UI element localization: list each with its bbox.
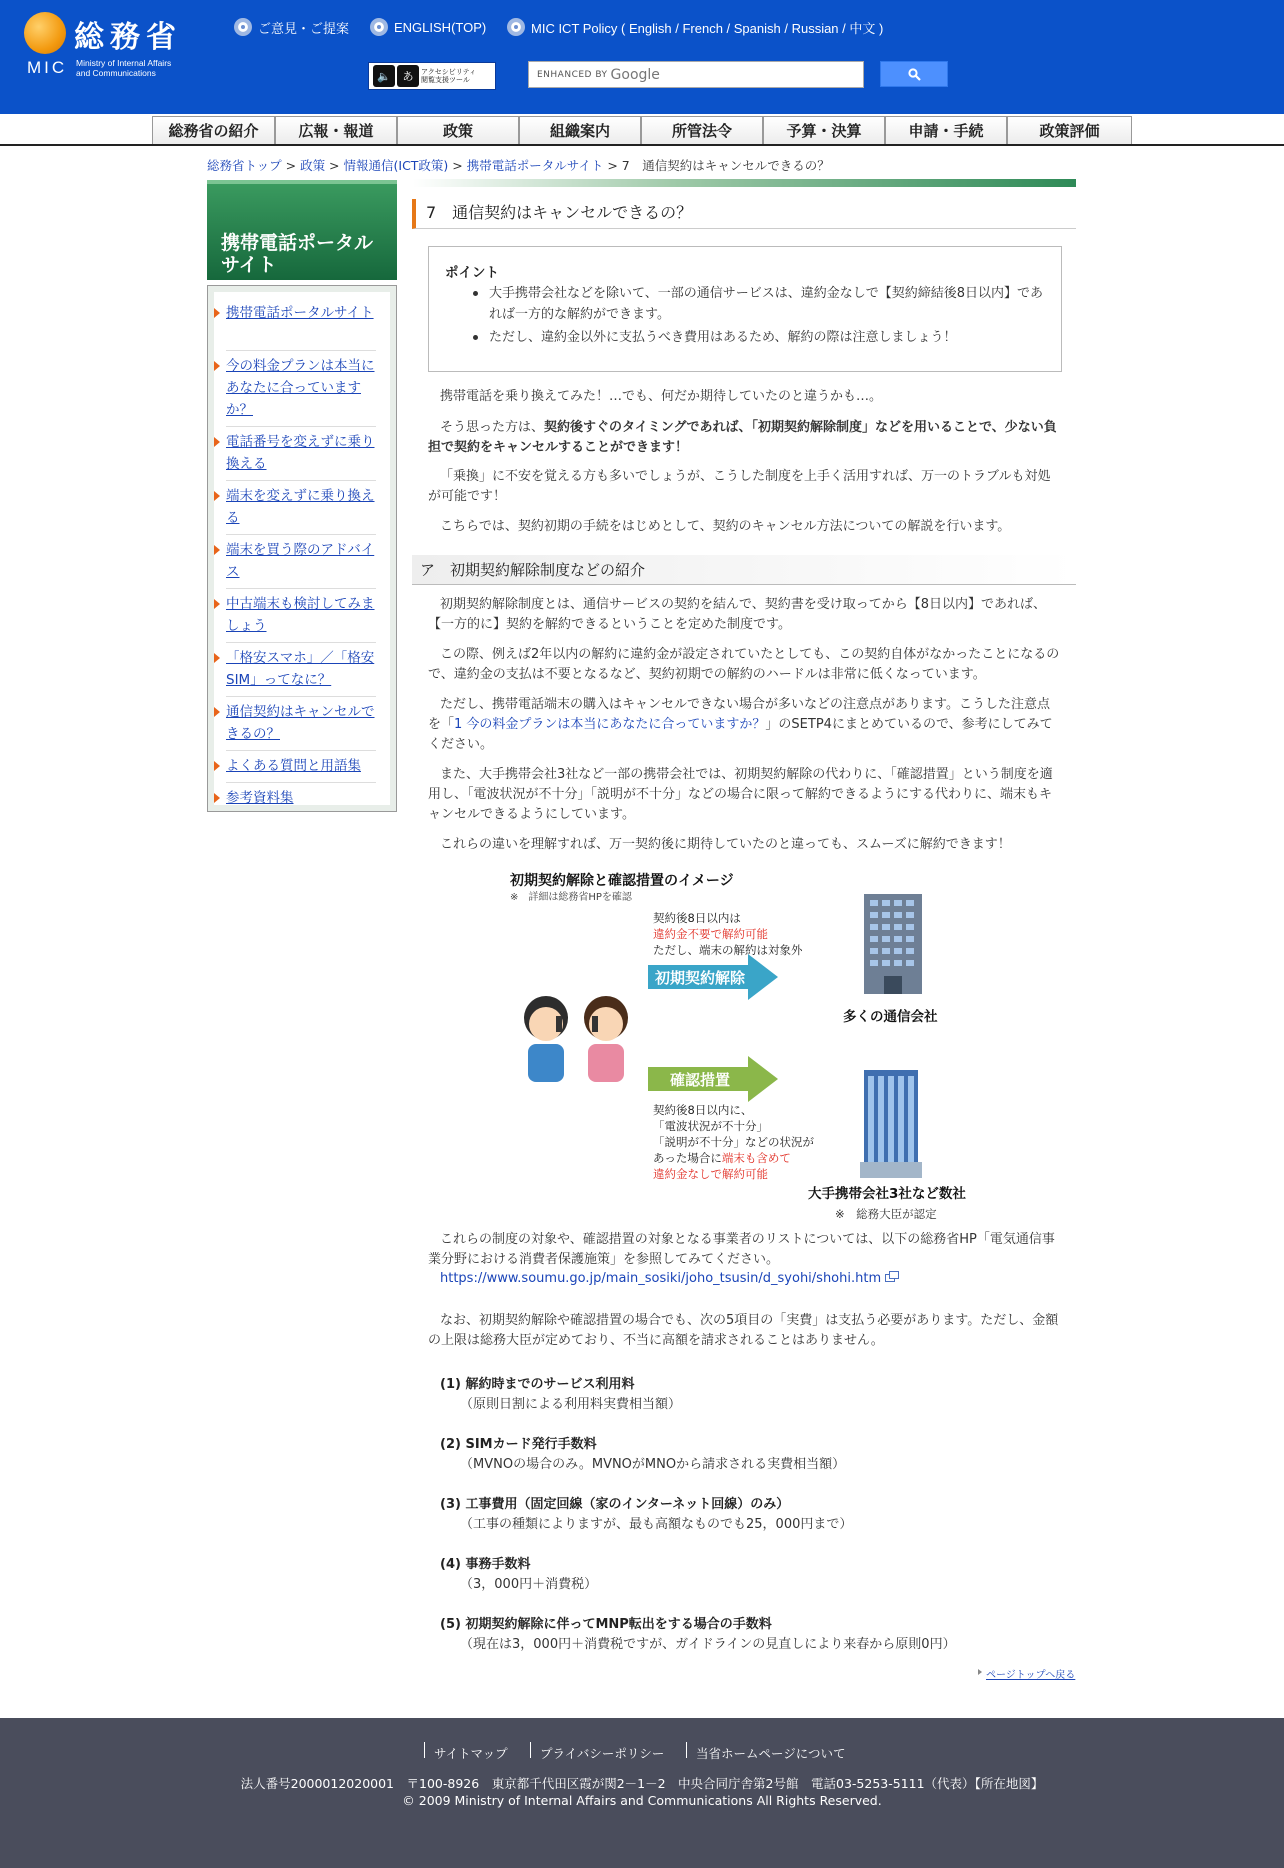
intro-paragraph-3: 「乗換」に不安を覚える方も多いでしょうが、こうした制度を上手く活用すれば、万一のトラブルも対処が可能です！ bbox=[428, 469, 1051, 504]
footer-link-privacy[interactable]: プライバシーポリシー bbox=[540, 1746, 665, 1761]
point-item: 大手携帯会社などを除いて、一部の通信サービスは、違約金なしで【契約締結後8日以内】であれば一方的な解約ができます。 bbox=[489, 283, 1049, 325]
accessibility-a-icon: あ bbox=[397, 65, 419, 87]
sidebar-item-plan[interactable]: 今の料金プランは本当にあなたに合っていますか？ bbox=[226, 355, 376, 421]
office-building-icon bbox=[862, 892, 924, 996]
page-title: 7 通信契約はキャンセルできるの？ bbox=[412, 199, 1076, 229]
arrow-icon bbox=[214, 707, 220, 717]
intro-emphasis: 契約後すぐのタイミングであれば、「初期契約解除制度」などを用いることで、少ない負担で契約をキャンセルすることができます！ bbox=[428, 420, 1057, 455]
logo-subtitle-line2: and Communications bbox=[76, 68, 156, 78]
search-input[interactable] bbox=[528, 61, 864, 88]
radio-circle-icon bbox=[370, 18, 388, 36]
arrow-icon bbox=[214, 361, 220, 371]
breadcrumb: 総務省トップ > 政策 > 情報通信(ICT政策) > 携帯電話ポータルサイト > 7 通信契約はキャンセルできるの？ bbox=[207, 158, 830, 173]
footer-copyright: © 2009 Ministry of Internal Affairs and Communications All Rights Reserved. bbox=[402, 1793, 882, 1808]
sidebar-item-portal[interactable]: 携帯電話ポータルサイト bbox=[226, 302, 376, 324]
accessibility-tool-button[interactable] bbox=[368, 62, 496, 90]
fee-item-note: （現在は3，000円＋消費税ですが、ガイドラインの見直しにより来春から原則0円） bbox=[460, 1637, 956, 1652]
initial-cancel-label: 初期契約解除 bbox=[654, 969, 745, 987]
breadcrumb-link-portal[interactable]: 携帯電話ポータルサイト bbox=[466, 158, 604, 173]
arrow-icon bbox=[214, 793, 220, 803]
sidebar-menu bbox=[207, 285, 397, 812]
section-a-paragraph-4: また、大手携帯会社3社など一部の携帯会社では、初期契約解除の代わりに、「確認措置」という制度を適用し、「電波状況が不十分」「説明が不十分」などの場合に限って解約できるようにする代わりに、端末もキャンセルできるようにしています。 bbox=[428, 767, 1053, 822]
breadcrumb-link-policy[interactable]: 政策 bbox=[300, 158, 326, 173]
nav-organization[interactable]: 組織案内 bbox=[519, 116, 641, 144]
mic-logo-icon[interactable] bbox=[24, 12, 66, 54]
logo-title[interactable]: 総務省 bbox=[74, 20, 182, 55]
radio-english-label[interactable]: ENGLISH(TOP) bbox=[394, 19, 487, 35]
page-top-link[interactable]: ページトップへ戻る bbox=[986, 1670, 1076, 1681]
nav-policy[interactable]: 政策 bbox=[397, 116, 519, 144]
fee-item-title: (3) 工事費用（固定回線（家のインターネット回線）のみ） bbox=[440, 1497, 790, 1512]
fee-item-note: （工事の種類によりますが、最も高額なものでも25，000円まで） bbox=[460, 1517, 853, 1532]
intro-paragraph-1: 携帯電話を乗り換えてみた！…でも、何だか期待していたのと違うかも…。 bbox=[440, 389, 883, 404]
point-box bbox=[428, 246, 1062, 372]
company-label-1: 多くの通信会社 bbox=[843, 1009, 938, 1025]
arrow-icon bbox=[214, 545, 220, 555]
fee-item-title: (5) 初期契約解除に伴ってMNP転出をする場合の手数料 bbox=[440, 1617, 772, 1632]
section-a-paragraph-3: ただし、携帯電話端末の購入はキャンセルできない場合が多いなどの注意点があります。こうした注意点を「1 今の料金プランは本当にあなたに合っていますか？」のSETP4にまとめているので、参考にしてみてください。 bbox=[428, 697, 1053, 752]
logo-subtitle bbox=[76, 58, 171, 78]
search-icon bbox=[908, 68, 921, 81]
plan-page-link[interactable]: 1 今の料金プランは本当にあなたに合っていますか？ bbox=[454, 717, 766, 732]
breadcrumb-link-top[interactable]: 総務省トップ bbox=[207, 158, 282, 173]
nav-about[interactable]: 総務省の紹介 bbox=[152, 116, 275, 144]
fee-item-note: （MVNOの場合のみ。MVNOがMNOから請求される実費相当額） bbox=[460, 1457, 846, 1472]
point-item: ただし、違約金以外に支払うべき費用はあるため、解約の際は注意しましょう！ bbox=[489, 327, 1049, 348]
logo-mic-text[interactable]: MIC bbox=[27, 58, 68, 77]
external-window-icon bbox=[885, 1271, 899, 1282]
sidebar-item-used-device[interactable]: 中古端末も検討してみましょう bbox=[226, 593, 376, 637]
lower-description: 契約後8日以内に、 「電波状況が不十分」 「説明が不十分」などの状況が あった場合に端末も含めて 違約金なしで解約可能 bbox=[653, 1103, 814, 1181]
arrow-icon bbox=[214, 491, 220, 501]
nav-evaluation[interactable]: 政策評価 bbox=[1007, 116, 1132, 144]
arrow-icon bbox=[214, 599, 220, 609]
footer-map-link[interactable]: 所在地図 bbox=[980, 1776, 1031, 1791]
diagram-note: ※ 詳細は総務省HPを確認 bbox=[510, 892, 632, 903]
radio-feedback-label[interactable]: ご意見・ご提案 bbox=[258, 20, 350, 36]
intro-paragraph-2: そう思った方は、契約後すぐのタイミングであれば、「初期契約解除制度」などを用いることで、少ない負担で契約をキャンセルすることができます！ bbox=[428, 420, 1057, 455]
accessibility-line1: アクセシビリティ bbox=[421, 68, 477, 76]
nav-laws[interactable]: 所管法令 bbox=[641, 116, 763, 144]
radio-english[interactable] bbox=[370, 16, 486, 38]
section-heading-a: ア 初期契約解除制度などの紹介 bbox=[412, 555, 1076, 585]
sidebar-item-sim-switch[interactable]: 端末を変えずに乗り換える bbox=[226, 485, 376, 529]
global-nav bbox=[0, 114, 1284, 146]
search-button[interactable] bbox=[880, 61, 948, 87]
footer-address: 法人番号2000012020001 〒100-8926 東京都千代田区霞が関2－1－2 中央合同庁舎第2号館 電話03-5253-5111（代表）【所在地図】 bbox=[240, 1776, 1044, 1791]
list-intro-paragraph: これらの制度の対象や、確認措置の対象となる事業者のリストについては、以下の総務省HP「電気通信事業分野における消費者保護施策」を参照してみてください。 bbox=[428, 1232, 1055, 1267]
approval-note: ※ 総務大臣が認定 bbox=[835, 1207, 937, 1221]
diagram-title: 初期契約解除と確認措置のイメージ bbox=[510, 873, 734, 889]
section-a-paragraph-5: これらの違いを理解すれば、万一契約後に期待していたのと違っても、スムーズに解約できます！ bbox=[440, 837, 1011, 852]
arrow-icon bbox=[214, 308, 220, 318]
company-label-2: 大手携帯会社3社など数社 bbox=[808, 1186, 966, 1202]
logo-subtitle-line1: Ministry of Internal Affairs bbox=[76, 58, 172, 68]
decorative-bar bbox=[413, 179, 1076, 187]
speaker-icon: 🔈 bbox=[373, 65, 395, 87]
fee-item-title: (4) 事務手数料 bbox=[440, 1557, 531, 1572]
people-on-phone-icon bbox=[518, 988, 638, 1084]
sidebar-title: 携帯電話ポータルサイト bbox=[207, 180, 397, 280]
breadcrumb-current: 7 通信契約はキャンセルできるの？ bbox=[621, 158, 830, 173]
nav-budget[interactable]: 予算・決算 bbox=[763, 116, 885, 144]
nav-press[interactable]: 広報・報道 bbox=[275, 116, 397, 144]
accessibility-line2: 閲覧支援ツール bbox=[421, 76, 470, 84]
fees-intro-paragraph: なお、初期契約解除や確認措置の場合でも、次の5項目の「実費」は支払う必要があります。ただし、金額の上限は総務大臣が定めており、不当に高額を請求されることはありません。 bbox=[428, 1313, 1059, 1348]
sidebar-item-budget-sim[interactable]: 「格安スマホ」／「格安SIM」ってなに？ bbox=[226, 647, 376, 691]
google-logo: Google bbox=[610, 66, 660, 83]
sidebar-item-references[interactable]: 参考資料集 bbox=[226, 787, 376, 809]
consumer-protection-link[interactable]: https://www.soumu.go.jp/main_sosiki/joho_tsusin/d_syohi/shohi.htm bbox=[440, 1271, 882, 1286]
site-header bbox=[0, 0, 1284, 114]
sidebar-item-cancel[interactable]: 通信契約はキャンセルできるの？ bbox=[226, 701, 376, 745]
arrow-icon bbox=[214, 761, 220, 771]
arrow-icon bbox=[214, 653, 220, 663]
arrow-icon bbox=[214, 437, 220, 447]
nav-applications[interactable]: 申請・手続 bbox=[885, 116, 1007, 144]
sidebar-item-mnp[interactable]: 電話番号を変えずに乗り換える bbox=[226, 431, 376, 475]
radio-feedback[interactable] bbox=[234, 16, 349, 38]
fee-item-note: （3，000円＋消費税） bbox=[460, 1577, 598, 1592]
intro-paragraph-4: こちらでは、契約初期の手続をはじめとして、契約のキャンセル方法についての解説を行います。 bbox=[440, 519, 1011, 534]
section-a-paragraph-2: この際、例えば2年以内の解約に違約金が設定されていたとしても、この契約自体がなかったことになるので、違約金の支払は不要となるなど、契約初期での解約のハードルは非常に低くなっています。 bbox=[428, 647, 1060, 682]
footer-link-sitemap[interactable]: サイトマップ bbox=[434, 1746, 508, 1761]
sidebar-item-device-advice[interactable]: 端末を買う際のアドバイス bbox=[226, 539, 376, 583]
page-top-arrow-icon bbox=[978, 1669, 982, 1675]
radio-circle-icon bbox=[507, 18, 525, 36]
fee-item-title: (1) 解約時までのサービス利用料 bbox=[440, 1377, 635, 1392]
radio-circle-icon bbox=[234, 18, 252, 36]
cancellation-diagram bbox=[500, 868, 1000, 1228]
consumer-protection-link-wrap bbox=[440, 1271, 899, 1286]
tower-building-icon bbox=[858, 1068, 924, 1180]
upper-description: 契約後8日以内は 違約金不要で解約可能 ただし、端末の解約は対象外 bbox=[653, 911, 803, 957]
radio-ict-policy-label[interactable]: MIC ICT Policy ( English / French / Spanish / Russian / 中文 ) bbox=[531, 20, 884, 36]
radio-ict-policy[interactable] bbox=[507, 16, 883, 38]
section-a-paragraph-1: 初期契約解除制度とは、通信サービスの契約を結んで、契約書を受け取ってから【8日以内】であれば、【一方的に】契約を解約できるということを定めた制度です。 bbox=[428, 597, 1047, 632]
sidebar-item-faq[interactable]: よくある質問と用語集 bbox=[226, 755, 376, 777]
footer-link-about-site[interactable]: 当省ホームページについて bbox=[696, 1746, 846, 1761]
confirmation-label: 確認措置 bbox=[669, 1071, 730, 1089]
fee-item-title: (2) SIMカード発行手数料 bbox=[440, 1437, 597, 1452]
point-title: ポイント bbox=[445, 265, 499, 281]
search-enhanced-label: ENHANCED BY bbox=[537, 69, 608, 80]
fee-item-note: （原則日割による利用料実費相当額） bbox=[460, 1397, 682, 1412]
breadcrumb-link-ict[interactable]: 情報通信(ICT政策) bbox=[343, 158, 449, 173]
